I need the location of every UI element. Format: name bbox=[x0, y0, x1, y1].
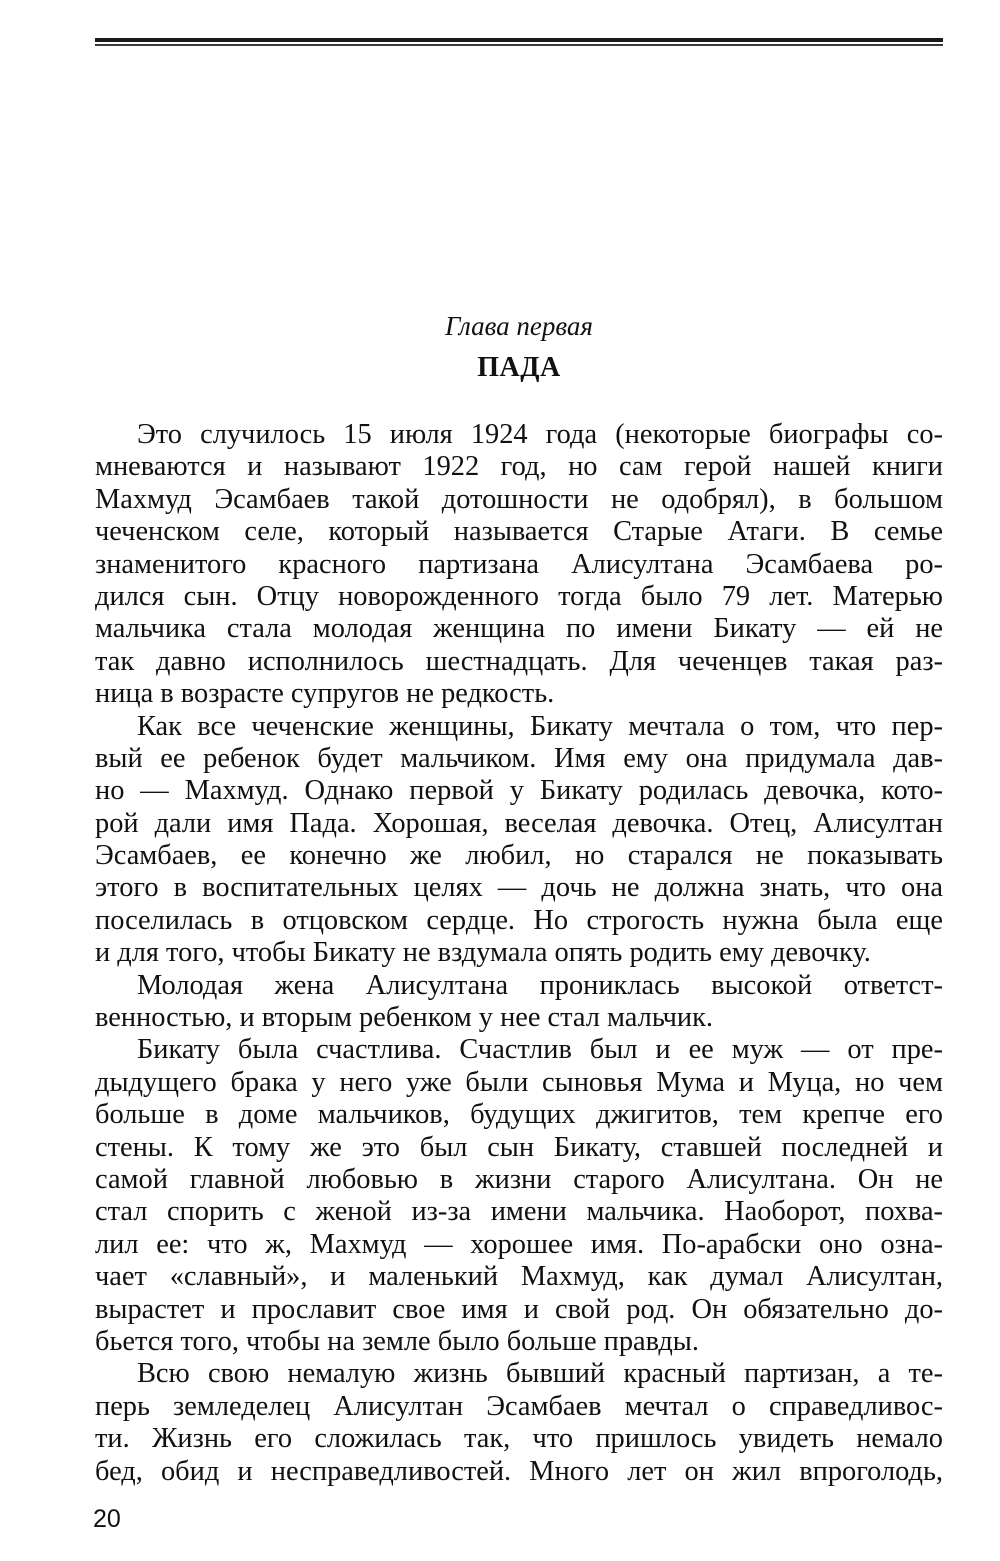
header-rule bbox=[95, 38, 943, 46]
text-line: вырастет и прославит свое имя и свой род. Он обязательно до- bbox=[95, 1293, 943, 1325]
text-line: мневаются и называют 1922 год, но сам герой нашей книги bbox=[95, 451, 943, 483]
text-line: стал спорить с женой из-за имени мальчика. Наоборот, похва- bbox=[95, 1196, 943, 1228]
text-line: венностью, и вторым ребенком у нее стал мальчик. bbox=[95, 1002, 713, 1034]
text-line: Махмуд Эсамбаев такой дотошности не одобрял), в большом bbox=[95, 483, 943, 515]
text-line: перь земледелец Алисултан Эсамбаев мечтал о справедливос- bbox=[95, 1390, 943, 1422]
text-line: дыдущего брака у него уже были сыновья Мума и Муца, но чем bbox=[95, 1066, 943, 1098]
text-line: ти. Жизнь его сложилась так, что пришлось увидеть немало bbox=[95, 1423, 943, 1455]
text-line: рой дали имя Пада. Хорошая, веселая девочка. Отец, Алисултан bbox=[95, 807, 943, 839]
chapter-label: Глава первая bbox=[445, 311, 593, 341]
text-line: ница в возрасте супругов не редкость. bbox=[95, 678, 555, 710]
text-line: мальчика стала молодая женщина по имени Бикату — ей не bbox=[95, 613, 943, 645]
text-line: чает «славный», и маленький Махмуд, как думал Алисултан, bbox=[95, 1261, 943, 1293]
chapter-title: ПАДА bbox=[477, 352, 561, 383]
text-line: знаменитого красного партизана Алисултана Эсамбаева ро- bbox=[95, 548, 943, 580]
text-line: так давно исполнилось шестнадцать. Для чеченцев такая раз- bbox=[95, 645, 943, 677]
text-line: вый ее ребенок будет мальчиком. Имя ему она придумала дав- bbox=[95, 742, 943, 774]
header-rule-thick bbox=[95, 38, 943, 42]
text-line: Эсамбаев, ее конечно же любил, но старался не показывать bbox=[95, 840, 943, 872]
text-line: и для того, чтобы Бикату не вздумала опять родить ему девочку. bbox=[95, 937, 871, 969]
text-line: бед, обид и несправедливостей. Много лет он жил впроголодь, bbox=[95, 1455, 943, 1487]
page-number: 20 bbox=[93, 1505, 121, 1533]
text-line: Всю свою немалую жизнь бывший красный партизан, а те- bbox=[137, 1358, 943, 1390]
text-line: Как все чеченские женщины, Бикату мечтала о том, что пер- bbox=[137, 710, 943, 742]
text-line: поселилась в отцовском сердце. Но строгость нужна была еще bbox=[95, 904, 943, 936]
text-line: Бикату была счастлива. Счастлив был и ее муж — от пре- bbox=[137, 1034, 943, 1066]
text-line: чеченском селе, который называется Старые Атаги. В семье bbox=[95, 516, 943, 548]
header-rule-thin bbox=[95, 44, 943, 46]
text-line: самой главной любовью в жизни старого Алисултана. Он не bbox=[95, 1163, 943, 1195]
text-line: дился сын. Отцу новорожденного тогда было 79 лет. Матерью bbox=[95, 580, 943, 612]
text-line: этого в воспитательных целях — дочь не должна знать, что она bbox=[95, 872, 943, 904]
text-line: но — Махмуд. Однако первой у Бикату родилась девочка, кото- bbox=[95, 775, 943, 807]
body-text bbox=[95, 419, 943, 1488]
text-line: Это случилось 15 июля 1924 года (некоторые биографы со- bbox=[137, 419, 943, 450]
text-line: стены. К тому же это был сын Бикату, ставшей последней и bbox=[95, 1131, 943, 1163]
text-line: Молодая жена Алисултана прониклась высокой ответст- bbox=[137, 969, 943, 1001]
text-line: бьется того, чтобы на земле было больше правды. bbox=[95, 1325, 699, 1357]
text-line: больше в доме мальчиков, будущих джигитов, тем крепче его bbox=[95, 1099, 943, 1131]
text-line: лил ее: что ж, Махмуд — хорошее имя. По-арабски оно озна- bbox=[95, 1228, 943, 1260]
